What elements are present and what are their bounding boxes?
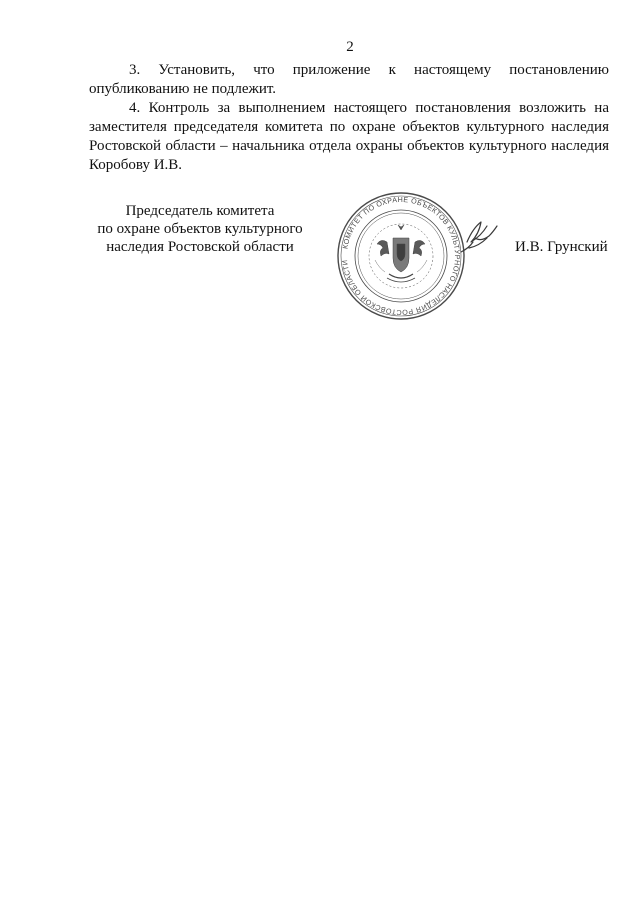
page-number: 2 (346, 39, 354, 55)
coat-of-arms-icon (377, 225, 425, 282)
signer-title (80, 202, 320, 256)
paragraph-3-text: 3. Установить, что приложение к настоящему постановлению опубликованию не подлежит. (89, 62, 609, 97)
signer-name: И.В. Грунский (515, 239, 608, 255)
signer-title-line-3: наследия Ростовской области (106, 239, 294, 255)
official-seal (335, 190, 467, 322)
handwritten-signature (455, 212, 501, 262)
signer-title-line-1: Председатель комитета (125, 203, 275, 219)
signer-title-line-2: по охране объектов культурного (97, 221, 303, 237)
paragraph-4-text: 4. Контроль за выполнением настоящего постановления возложить на заместителя председателя комитета по охране объектов культурного наследия Ростовской области – начальника отдела охраны объектов культурного наследия Коробову И.В. (89, 100, 609, 173)
seal-outer-text: КОМИТЕТ ПО ОХРАНЕ ОБЪЕКТОВ КУЛЬТУРНОГО НАСЛЕДИЯ РОСТОВСКОЙ ОБЛАСТИ (340, 194, 463, 318)
paragraph-3 (89, 61, 609, 99)
paragraph-4 (89, 99, 609, 175)
